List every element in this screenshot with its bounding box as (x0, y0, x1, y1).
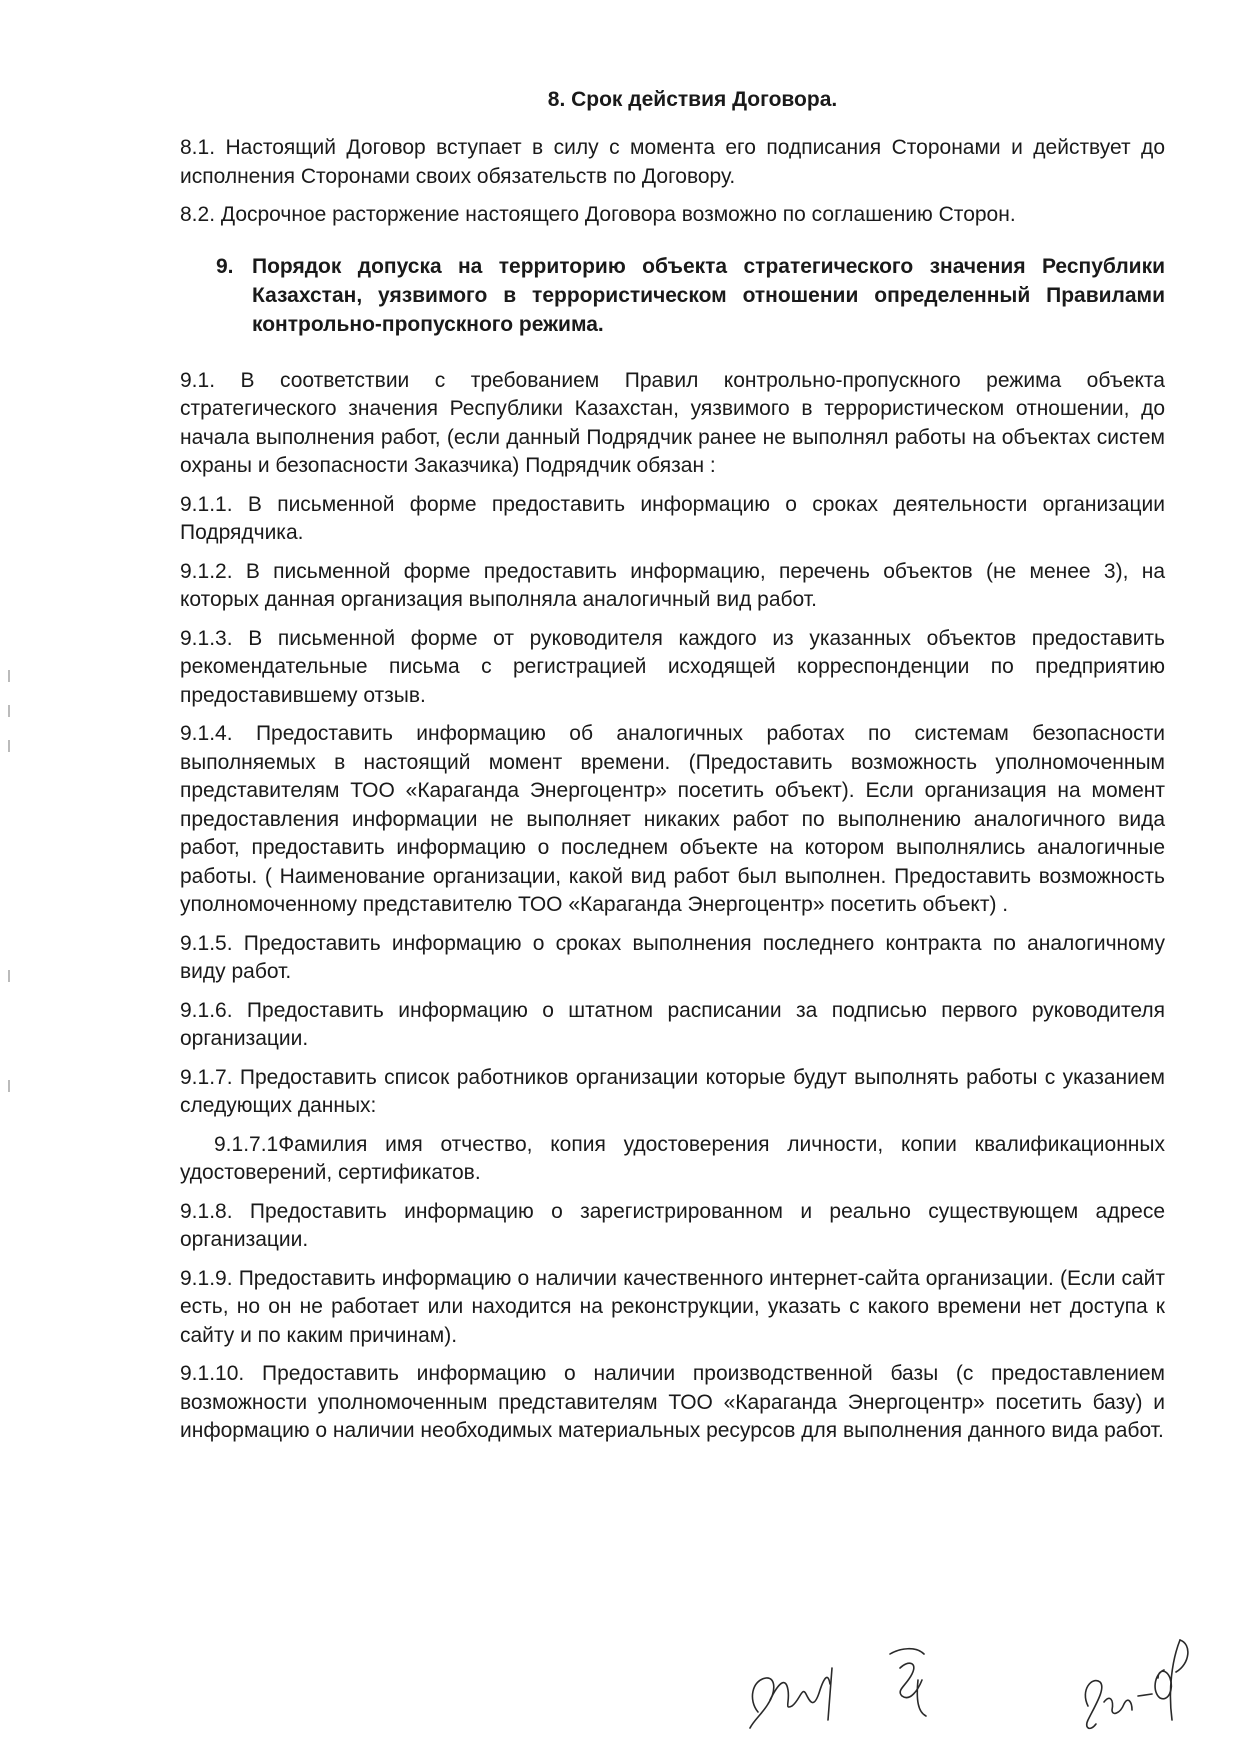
clause-9-1-2: 9.1.2. В письменной форме предоставить информацию, перечень объектов (не менее 3), на которых данная организация выполняла аналогичный вид работ. (180, 559, 1165, 611)
signatures-area (740, 1620, 1200, 1740)
handwritten-signatures (740, 1620, 1200, 1740)
clause-8-1: 8.1. Настоящий Договор вступает в силу с момента его подписания Сторонами и действует до исполнения Сторонами своих обязательств по Договору. (180, 136, 1165, 188)
clause-9-1-8: 9.1.8. Предоставить информацию о зарегистрированном и реально существующем адресе организации. (180, 1199, 1165, 1251)
document-body (180, 88, 1165, 1456)
clause-9-1-1: 9.1.1. В письменной форме предоставить информацию о сроках деятельности организации Подрядчика. (180, 492, 1165, 544)
section-9-number: 9. (216, 254, 234, 278)
clause-9-1-10: 9.1.10. Предоставить информацию о наличии производственной базы (с предоставлением возможности уполномоченным представителям ТОО «Караганда Энергоцентр» посетить базу) и информацию о наличии необходимых материальных ресурсов для выполнения данного вида работ. (180, 1362, 1165, 1442)
section-9-title: Порядок допуска на территорию объекта стратегического значения Республики Казахстан, уязвимого в террористическом отношении определенный Правилами контрольно-пропускного режима. (252, 254, 1165, 336)
section-9-heading (216, 252, 1165, 339)
scan-margin-marks (6, 200, 12, 1100)
clause-9-1-7-1: 9.1.7.1Фамилия имя отчество, копия удостоверения личности, копии квалификационных удостоверений, сертификатов. (180, 1132, 1165, 1184)
clause-9-1: 9.1. В соответствии с требованием Правил контрольно-пропускного режима объекта стратегического значения Республики Казахстан, уязвимого в террористическом отношении, до начала выполнения работ, (если данный Подрядчик ранее не выполнял работы на объектах систем охраны и безопасности Заказчика) Подрядчик обязан : (180, 368, 1165, 477)
section-8-heading: 8. Срок действия Договора. (547, 88, 838, 111)
clause-8-2: 8.2. Досрочное расторжение настоящего Договора возможно по соглашению Сторон. (180, 203, 1016, 226)
clause-9-1-4: 9.1.4. Предоставить информацию об аналогичных работах по системам безопасности выполняемых в настоящий момент времени. (Предоставить возможность уполномоченным представителям ТОО «Караганда Энергоцентр» посетить объект). Если организация на момент предоставления информации не выполняет никаких работ по выполнению аналогичного вида работ, предоставить информацию о последнем объекте на котором выполнялись аналогичные работы. ( Наименование организации, какой вид работ был выполнен. Предоставить возможность уполномоченному представителю ТОО «Караганда Энергоцентр» посетить объект) . (180, 722, 1165, 916)
clause-9-1-9: 9.1.9. Предоставить информацию о наличии качественного интернет-сайта организации. (Если сайт есть, но он не работает или находится на реконструкции, указать с какого времени нет доступа к сайту и по каким причинам). (180, 1266, 1165, 1347)
clause-9-1-3: 9.1.3. В письменной форме от руководителя каждого из указанных объектов предоставить рекомендательные письма с регистрацией исходящей корреспонденции по предприятию предоставившему отзыв. (180, 626, 1165, 707)
clause-9-1-7: 9.1.7. Предоставить список работников организации которые будут выполнять работы с указанием следующих данных: (180, 1065, 1165, 1117)
clause-9-1-6: 9.1.6. Предоставить информацию о штатном расписании за подписью первого руководителя организации. (180, 998, 1165, 1050)
clause-9-1-5: 9.1.5. Предоставить информацию о сроках выполнения последнего контракта по аналогичному виду работ. (180, 931, 1165, 983)
